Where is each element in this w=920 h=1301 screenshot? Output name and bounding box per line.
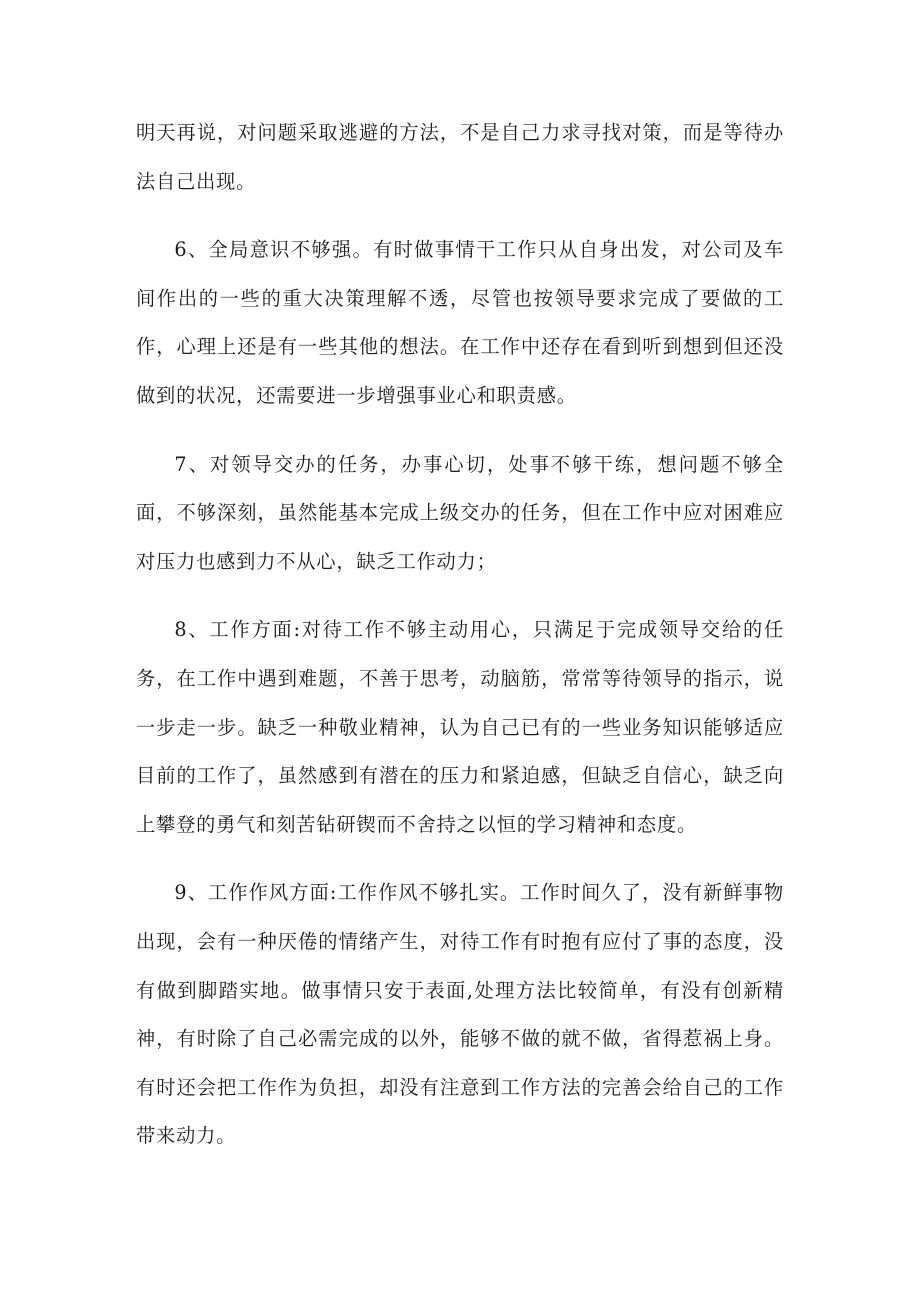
paragraph-item-7: 7、对领导交办的任务，办事心切，处事不够干练，想问题不够全面，不够深刻，虽然能基本完成上级交办的任务，但在工作中应对困难应对压力也感到力不从心，缺乏工作动力； — [136, 452, 784, 573]
paragraph-item-9: 9、工作作风方面:工作作风不够扎实。工作时间久了，没有新鲜事物出现，会有一种厌倦的情绪产生，对待工作有时抱有应付了事的态度，没有做到脚踏实地。做事情只安于表面,处理方法比较简单，有没有创新精神，有时除了自己必需完成的以外，能够不做的就不做，省得惹祸上身。有时还会把工作作为负担，却没有注意到工作方法的完善会给自己的工作带来动力。 — [136, 881, 784, 1148]
paragraph-item-8: 8、工作方面:对待工作不够主动用心，只满足于完成领导交给的任务，在工作中遇到难题，不善于思考，动脑筋，常常等待领导的指示，说一步走一步。缺乏一种敬业精神，认为自己已有的一些业务知识能够适应目前的工作了，虽然感到有潜在的压力和紧迫感，但缺乏自信心，缺乏向上攀登的勇气和刻苦钻研锲而不舍持之以恒的学习精神和态度。 — [136, 618, 784, 836]
paragraph-continuation: 明天再说，对问题采取逃避的方法，不是自己力求寻找对策，而是等待办法自己出现。 — [136, 121, 784, 193]
paragraph-item-6: 6、全局意识不够强。有时做事情干工作只从自身出发，对公司及车间作出的一些的重大决策理解不透，尽管也按领导要求完成了要做的工作，心理上还是有一些其他的想法。在工作中还存在看到听到想到但还没做到的状况，还需要进一步增强事业心和职责感。 — [136, 238, 784, 407]
